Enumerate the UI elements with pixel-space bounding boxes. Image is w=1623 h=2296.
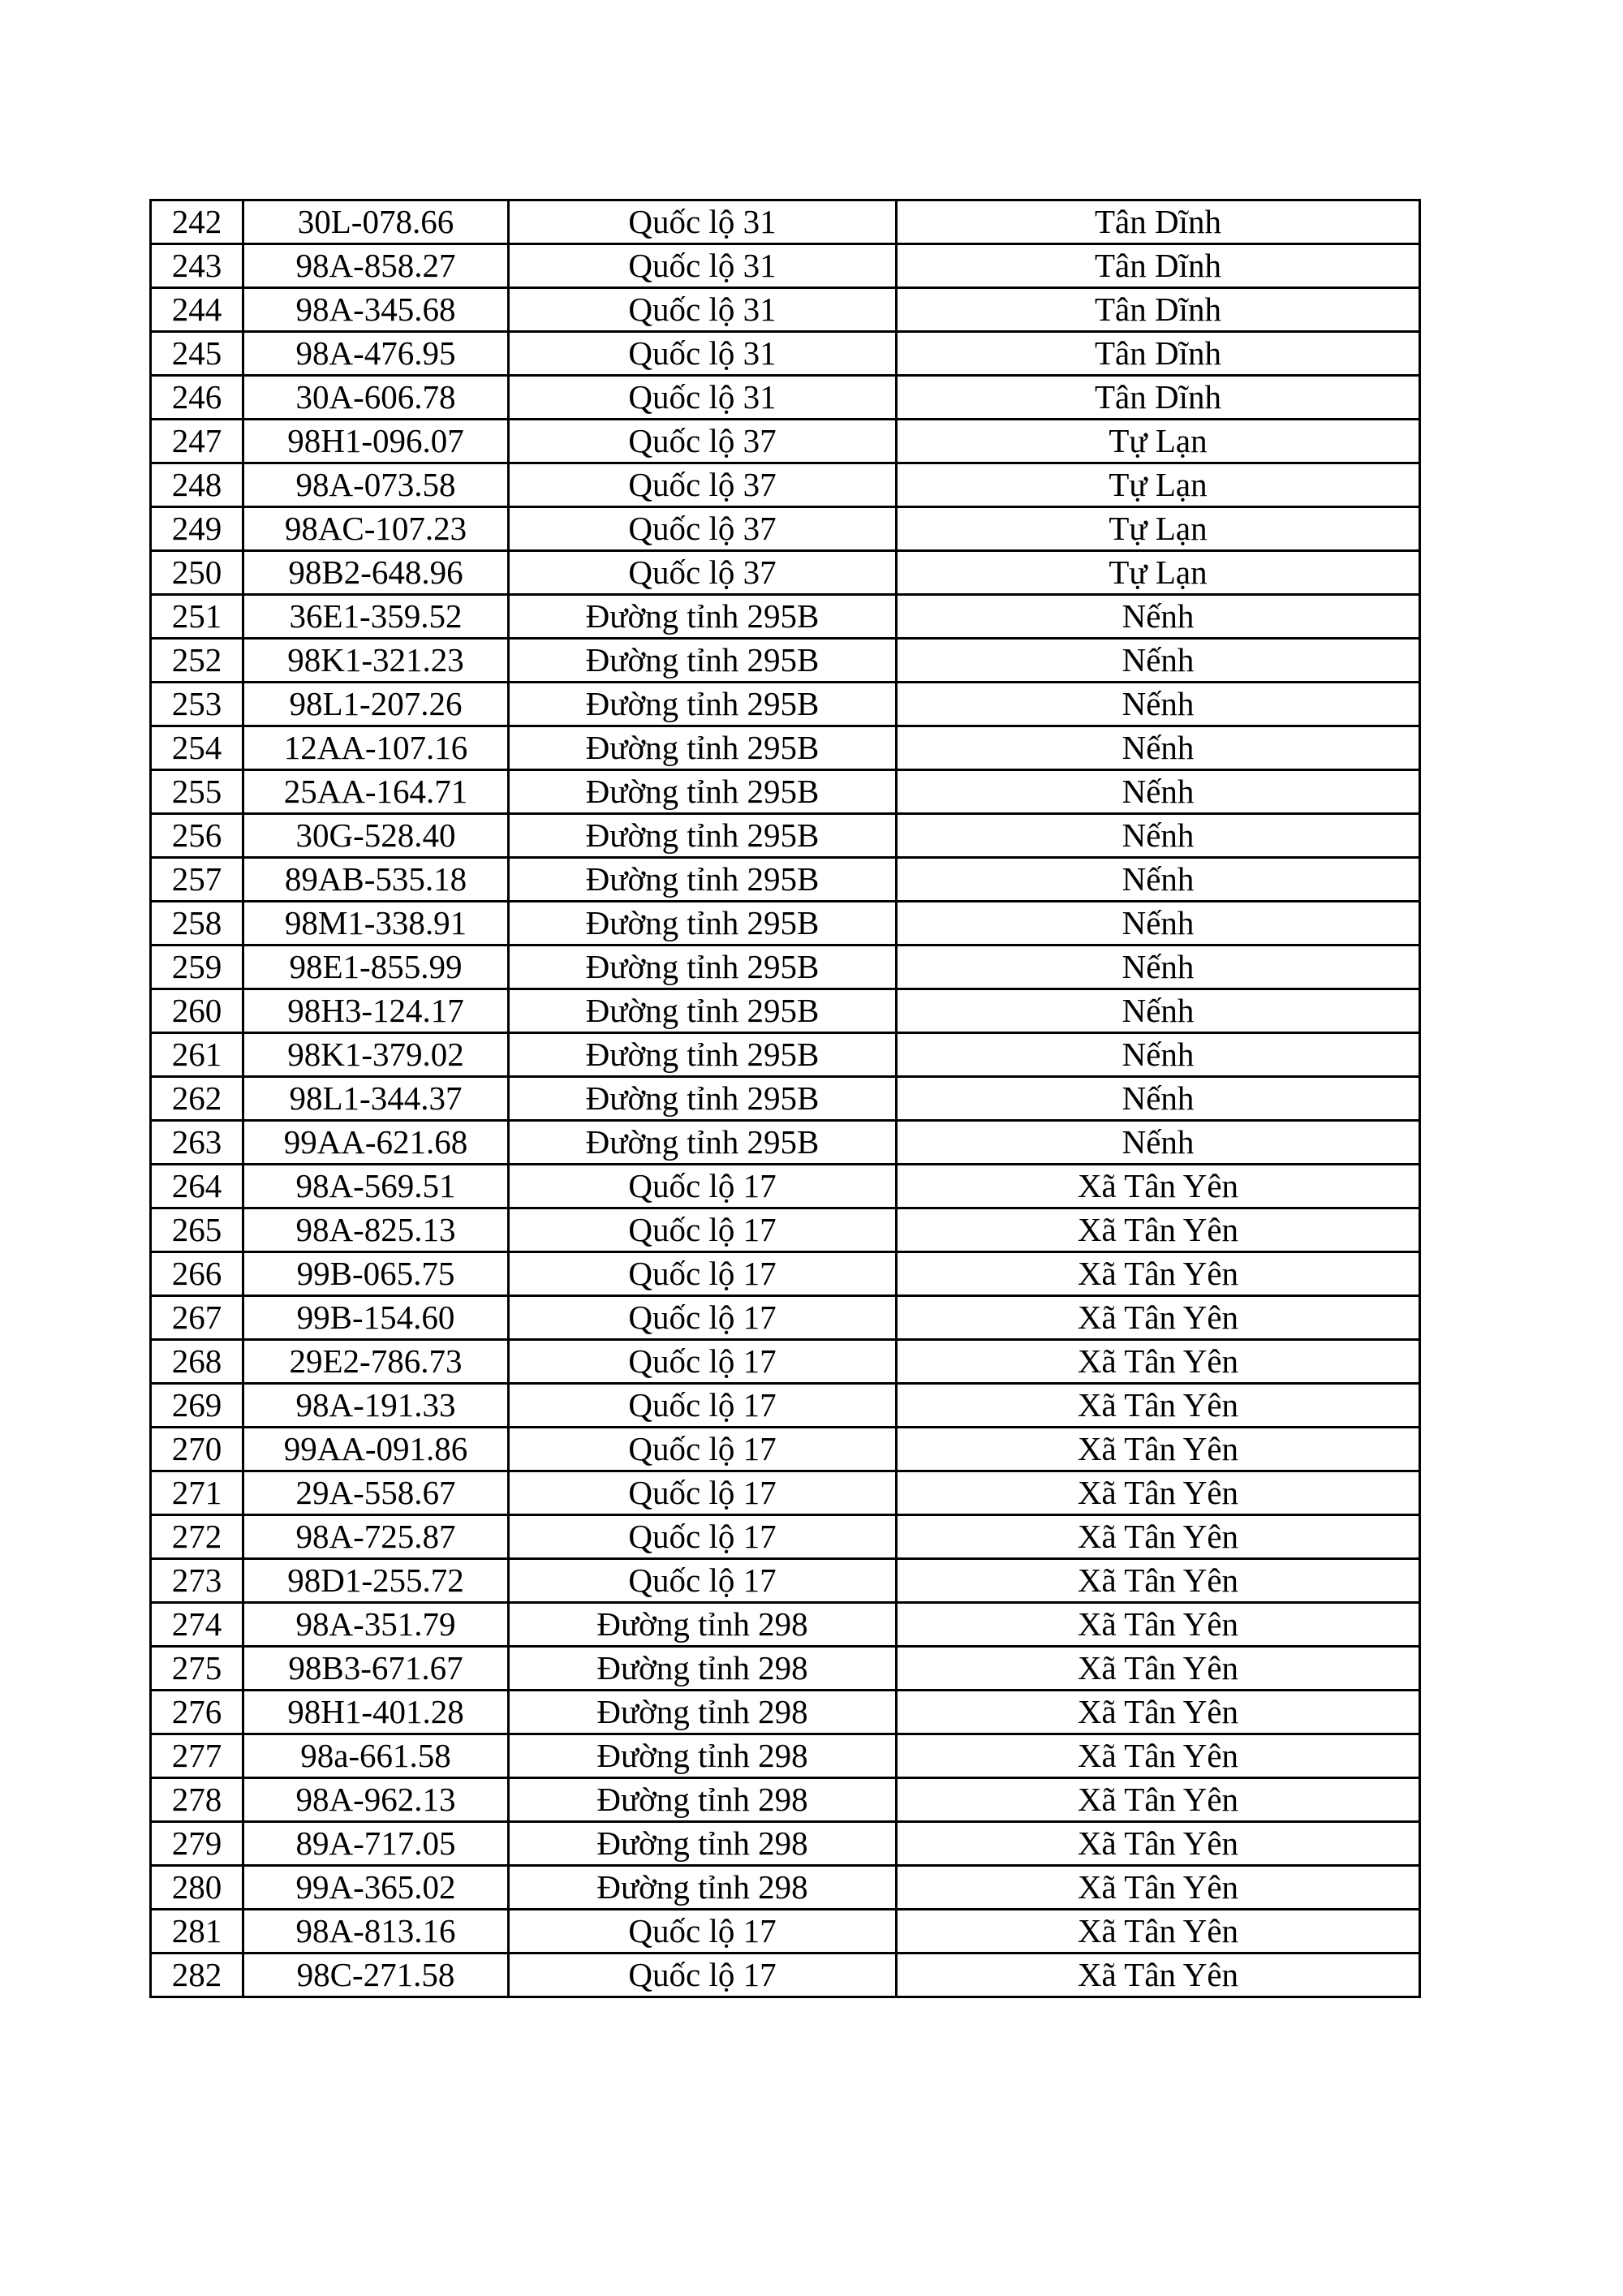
road-cell: Đường tỉnh 298 xyxy=(509,1866,897,1910)
license-plate-cell: 98L1-207.26 xyxy=(243,683,509,726)
road-cell: Đường tỉnh 295B xyxy=(509,639,897,683)
road-cell: Quốc lộ 17 xyxy=(509,1559,897,1603)
license-plate-cell: 30G-528.40 xyxy=(243,814,509,858)
road-cell: Đường tỉnh 295B xyxy=(509,989,897,1033)
road-cell: Quốc lộ 37 xyxy=(509,507,897,551)
road-cell: Quốc lộ 31 xyxy=(509,244,897,288)
table-row xyxy=(151,332,1420,376)
road-cell: Quốc lộ 31 xyxy=(509,288,897,332)
road-cell: Đường tỉnh 295B xyxy=(509,814,897,858)
row-number-cell: 252 xyxy=(151,639,243,683)
license-plate-cell: 99A-365.02 xyxy=(243,1866,509,1910)
license-plate-cell: 98H1-096.07 xyxy=(243,420,509,463)
table-row xyxy=(151,463,1420,507)
table-row xyxy=(151,1778,1420,1822)
area-cell: Nếnh xyxy=(897,989,1420,1033)
table-row xyxy=(151,1734,1420,1778)
area-cell: Xã Tân Yên xyxy=(897,1471,1420,1515)
area-cell: Tân Dĩnh xyxy=(897,200,1420,244)
license-plate-cell: 98B3-671.67 xyxy=(243,1647,509,1691)
table-row xyxy=(151,1165,1420,1208)
table-body xyxy=(151,200,1420,1997)
license-plate-cell: 98A-073.58 xyxy=(243,463,509,507)
row-number-cell: 266 xyxy=(151,1252,243,1296)
area-cell: Xã Tân Yên xyxy=(897,1340,1420,1384)
road-cell: Quốc lộ 17 xyxy=(509,1515,897,1559)
row-number-cell: 280 xyxy=(151,1866,243,1910)
road-cell: Đường tỉnh 298 xyxy=(509,1778,897,1822)
table-row xyxy=(151,420,1420,463)
table-row xyxy=(151,1471,1420,1515)
license-plate-cell: 99AA-091.86 xyxy=(243,1428,509,1471)
license-plate-cell: 98A-725.87 xyxy=(243,1515,509,1559)
row-number-cell: 253 xyxy=(151,683,243,726)
license-plate-cell: 99AA-621.68 xyxy=(243,1121,509,1165)
row-number-cell: 271 xyxy=(151,1471,243,1515)
area-cell: Xã Tân Yên xyxy=(897,1734,1420,1778)
area-cell: Nếnh xyxy=(897,858,1420,902)
road-cell: Đường tỉnh 295B xyxy=(509,1121,897,1165)
area-cell: Nếnh xyxy=(897,770,1420,814)
road-cell: Đường tỉnh 295B xyxy=(509,595,897,639)
license-plate-cell: 36E1-359.52 xyxy=(243,595,509,639)
table-row xyxy=(151,989,1420,1033)
area-cell: Xã Tân Yên xyxy=(897,1208,1420,1252)
road-cell: Quốc lộ 17 xyxy=(509,1165,897,1208)
road-cell: Đường tỉnh 295B xyxy=(509,946,897,989)
row-number-cell: 254 xyxy=(151,726,243,770)
area-cell: Nếnh xyxy=(897,1121,1420,1165)
area-cell: Xã Tân Yên xyxy=(897,1559,1420,1603)
road-cell: Quốc lộ 17 xyxy=(509,1428,897,1471)
row-number-cell: 246 xyxy=(151,376,243,420)
license-plate-cell: 98H1-401.28 xyxy=(243,1691,509,1734)
table-row xyxy=(151,1691,1420,1734)
license-plate-cell: 98a-661.58 xyxy=(243,1734,509,1778)
area-cell: Xã Tân Yên xyxy=(897,1954,1420,1997)
row-number-cell: 250 xyxy=(151,551,243,595)
license-plate-cell: 12AA-107.16 xyxy=(243,726,509,770)
license-plate-cell: 25AA-164.71 xyxy=(243,770,509,814)
road-cell: Quốc lộ 37 xyxy=(509,463,897,507)
row-number-cell: 267 xyxy=(151,1296,243,1340)
license-plate-cell: 98A-191.33 xyxy=(243,1384,509,1428)
license-plate-cell: 98K1-379.02 xyxy=(243,1033,509,1077)
license-plate-cell: 99B-065.75 xyxy=(243,1252,509,1296)
license-plate-cell: 98E1-855.99 xyxy=(243,946,509,989)
area-cell: Tự Lạn xyxy=(897,463,1420,507)
table-row xyxy=(151,1252,1420,1296)
license-plate-cell: 98A-962.13 xyxy=(243,1778,509,1822)
road-cell: Quốc lộ 17 xyxy=(509,1471,897,1515)
road-cell: Quốc lộ 37 xyxy=(509,420,897,463)
road-cell: Đường tỉnh 295B xyxy=(509,902,897,946)
road-cell: Đường tỉnh 295B xyxy=(509,1077,897,1121)
table-row xyxy=(151,1515,1420,1559)
row-number-cell: 277 xyxy=(151,1734,243,1778)
row-number-cell: 274 xyxy=(151,1603,243,1647)
table-row xyxy=(151,376,1420,420)
row-number-cell: 265 xyxy=(151,1208,243,1252)
table-row xyxy=(151,1822,1420,1866)
row-number-cell: 281 xyxy=(151,1910,243,1954)
row-number-cell: 262 xyxy=(151,1077,243,1121)
row-number-cell: 275 xyxy=(151,1647,243,1691)
area-cell: Tự Lạn xyxy=(897,420,1420,463)
area-cell: Nếnh xyxy=(897,683,1420,726)
area-cell: Tân Dĩnh xyxy=(897,288,1420,332)
license-plate-cell: 89AB-535.18 xyxy=(243,858,509,902)
area-cell: Nếnh xyxy=(897,1033,1420,1077)
table-row xyxy=(151,1340,1420,1384)
row-number-cell: 269 xyxy=(151,1384,243,1428)
road-cell: Quốc lộ 31 xyxy=(509,200,897,244)
table-row xyxy=(151,1954,1420,1997)
row-number-cell: 257 xyxy=(151,858,243,902)
table-row xyxy=(151,244,1420,288)
area-cell: Xã Tân Yên xyxy=(897,1866,1420,1910)
road-cell: Đường tỉnh 295B xyxy=(509,1033,897,1077)
license-plate-cell: 89A-717.05 xyxy=(243,1822,509,1866)
table-row xyxy=(151,1033,1420,1077)
road-cell: Quốc lộ 37 xyxy=(509,551,897,595)
road-cell: Đường tỉnh 298 xyxy=(509,1691,897,1734)
license-plate-cell: 29E2-786.73 xyxy=(243,1340,509,1384)
license-plate-cell: 98L1-344.37 xyxy=(243,1077,509,1121)
table-row xyxy=(151,1647,1420,1691)
row-number-cell: 259 xyxy=(151,946,243,989)
table-row xyxy=(151,1384,1420,1428)
area-cell: Xã Tân Yên xyxy=(897,1165,1420,1208)
table-row xyxy=(151,1559,1420,1603)
license-plate-cell: 98M1-338.91 xyxy=(243,902,509,946)
row-number-cell: 243 xyxy=(151,244,243,288)
area-cell: Xã Tân Yên xyxy=(897,1647,1420,1691)
area-cell: Xã Tân Yên xyxy=(897,1778,1420,1822)
road-cell: Quốc lộ 17 xyxy=(509,1384,897,1428)
table-row xyxy=(151,1296,1420,1340)
license-plate-cell: 98C-271.58 xyxy=(243,1954,509,1997)
license-plate-cell: 98A-813.16 xyxy=(243,1910,509,1954)
area-cell: Tân Dĩnh xyxy=(897,332,1420,376)
license-plate-cell: 98B2-648.96 xyxy=(243,551,509,595)
row-number-cell: 278 xyxy=(151,1778,243,1822)
table-row xyxy=(151,1121,1420,1165)
area-cell: Tự Lạn xyxy=(897,551,1420,595)
area-cell: Xã Tân Yên xyxy=(897,1603,1420,1647)
road-cell: Quốc lộ 31 xyxy=(509,332,897,376)
road-cell: Đường tỉnh 298 xyxy=(509,1734,897,1778)
row-number-cell: 276 xyxy=(151,1691,243,1734)
area-cell: Xã Tân Yên xyxy=(897,1252,1420,1296)
license-plate-cell: 98A-345.68 xyxy=(243,288,509,332)
row-number-cell: 249 xyxy=(151,507,243,551)
table-row xyxy=(151,288,1420,332)
table-row xyxy=(151,1428,1420,1471)
license-plate-cell: 30L-078.66 xyxy=(243,200,509,244)
road-cell: Quốc lộ 17 xyxy=(509,1296,897,1340)
violation-table xyxy=(149,199,1421,1998)
area-cell: Xã Tân Yên xyxy=(897,1515,1420,1559)
road-cell: Quốc lộ 31 xyxy=(509,376,897,420)
table-row xyxy=(151,1077,1420,1121)
area-cell: Tự Lạn xyxy=(897,507,1420,551)
area-cell: Xã Tân Yên xyxy=(897,1296,1420,1340)
area-cell: Xã Tân Yên xyxy=(897,1428,1420,1471)
row-number-cell: 279 xyxy=(151,1822,243,1866)
row-number-cell: 248 xyxy=(151,463,243,507)
table-row xyxy=(151,200,1420,244)
table-row xyxy=(151,1603,1420,1647)
road-cell: Quốc lộ 17 xyxy=(509,1910,897,1954)
table-row xyxy=(151,507,1420,551)
license-plate-cell: 98H3-124.17 xyxy=(243,989,509,1033)
table-row xyxy=(151,1208,1420,1252)
road-cell: Đường tỉnh 298 xyxy=(509,1822,897,1866)
table-row xyxy=(151,858,1420,902)
area-cell: Xã Tân Yên xyxy=(897,1691,1420,1734)
table-row xyxy=(151,770,1420,814)
road-cell: Đường tỉnh 295B xyxy=(509,726,897,770)
road-cell: Quốc lộ 17 xyxy=(509,1208,897,1252)
table-row xyxy=(151,639,1420,683)
row-number-cell: 245 xyxy=(151,332,243,376)
area-cell: Nếnh xyxy=(897,726,1420,770)
row-number-cell: 268 xyxy=(151,1340,243,1384)
row-number-cell: 244 xyxy=(151,288,243,332)
row-number-cell: 264 xyxy=(151,1165,243,1208)
table-row xyxy=(151,1910,1420,1954)
row-number-cell: 282 xyxy=(151,1954,243,1997)
table-row xyxy=(151,551,1420,595)
area-cell: Nếnh xyxy=(897,639,1420,683)
license-plate-cell: 98D1-255.72 xyxy=(243,1559,509,1603)
license-plate-cell: 98A-569.51 xyxy=(243,1165,509,1208)
area-cell: Tân Dĩnh xyxy=(897,376,1420,420)
table-row xyxy=(151,1866,1420,1910)
row-number-cell: 242 xyxy=(151,200,243,244)
table-row xyxy=(151,902,1420,946)
row-number-cell: 270 xyxy=(151,1428,243,1471)
area-cell: Tân Dĩnh xyxy=(897,244,1420,288)
area-cell: Xã Tân Yên xyxy=(897,1822,1420,1866)
row-number-cell: 261 xyxy=(151,1033,243,1077)
road-cell: Đường tỉnh 295B xyxy=(509,770,897,814)
license-plate-cell: 99B-154.60 xyxy=(243,1296,509,1340)
row-number-cell: 258 xyxy=(151,902,243,946)
row-number-cell: 260 xyxy=(151,989,243,1033)
area-cell: Nếnh xyxy=(897,595,1420,639)
road-cell: Quốc lộ 17 xyxy=(509,1252,897,1296)
table-row xyxy=(151,946,1420,989)
table-row xyxy=(151,726,1420,770)
license-plate-cell: 98K1-321.23 xyxy=(243,639,509,683)
area-cell: Nếnh xyxy=(897,946,1420,989)
table-row xyxy=(151,595,1420,639)
area-cell: Xã Tân Yên xyxy=(897,1910,1420,1954)
row-number-cell: 255 xyxy=(151,770,243,814)
license-plate-cell: 98A-825.13 xyxy=(243,1208,509,1252)
road-cell: Quốc lộ 17 xyxy=(509,1340,897,1384)
row-number-cell: 256 xyxy=(151,814,243,858)
license-plate-cell: 98AC-107.23 xyxy=(243,507,509,551)
license-plate-cell: 98A-476.95 xyxy=(243,332,509,376)
road-cell: Đường tỉnh 298 xyxy=(509,1647,897,1691)
row-number-cell: 251 xyxy=(151,595,243,639)
area-cell: Xã Tân Yên xyxy=(897,1384,1420,1428)
road-cell: Quốc lộ 17 xyxy=(509,1954,897,1997)
table-row xyxy=(151,683,1420,726)
road-cell: Đường tỉnh 295B xyxy=(509,683,897,726)
table-row xyxy=(151,814,1420,858)
row-number-cell: 272 xyxy=(151,1515,243,1559)
road-cell: Đường tỉnh 295B xyxy=(509,858,897,902)
row-number-cell: 247 xyxy=(151,420,243,463)
license-plate-cell: 98A-351.79 xyxy=(243,1603,509,1647)
area-cell: Nếnh xyxy=(897,814,1420,858)
area-cell: Nếnh xyxy=(897,902,1420,946)
license-plate-cell: 98A-858.27 xyxy=(243,244,509,288)
license-plate-cell: 30A-606.78 xyxy=(243,376,509,420)
road-cell: Đường tỉnh 298 xyxy=(509,1603,897,1647)
row-number-cell: 273 xyxy=(151,1559,243,1603)
row-number-cell: 263 xyxy=(151,1121,243,1165)
area-cell: Nếnh xyxy=(897,1077,1420,1121)
license-plate-cell: 29A-558.67 xyxy=(243,1471,509,1515)
